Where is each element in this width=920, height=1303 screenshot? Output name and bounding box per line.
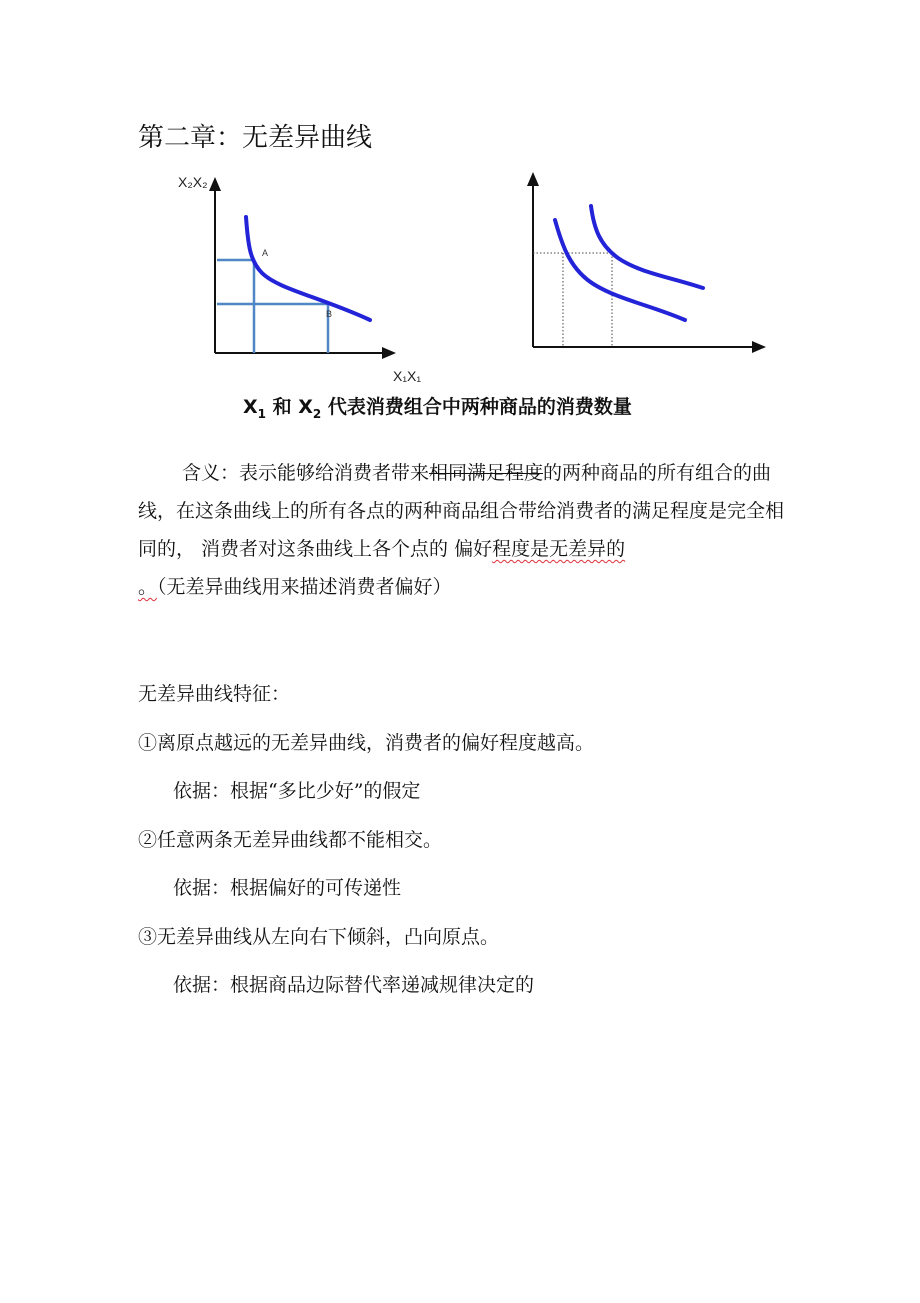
figure-caption: $X_1$ 和 $X_2$ 代表消费组合中两种商品的消费数量 (243, 396, 632, 421)
chapter-title: 第二章：无差异曲线 (138, 123, 373, 153)
features-heading: 无差异曲线特征： (138, 683, 291, 705)
point-a-label: A (262, 248, 269, 258)
feature-item-3: ③无差异曲线从左向右下倾斜，凸向原点。 (138, 926, 500, 948)
feature-basis-1: 依据：根据“多比少好”的假定 (173, 780, 421, 802)
meaning-paragraph: 含义：表示能够给消费者带来相同满足程度的两种商品的所有组合的曲线，在这条曲线上的所有各点的两种商品组合带给消费者的满足程度是完全相同的， 消费者对这条曲线上各个点的 偏好程度是无差异的 。（无差异曲线用来描述消费者偏好） (138, 462, 785, 598)
left-y-axis-arrow (209, 177, 221, 191)
left-y-axis-label: X₂X₂ (178, 174, 208, 190)
wavy-underlined-period: 。 (138, 576, 158, 598)
left-x-axis-arrow (382, 347, 396, 359)
right-chart (527, 172, 766, 353)
right-y-axis-arrow (527, 172, 539, 186)
right-x-axis-arrow (752, 341, 766, 353)
feature-item-1: ①离原点越远的无差异曲线，消费者的偏好程度越高。 (138, 732, 595, 754)
point-b-label: B (326, 309, 333, 319)
wavy-underlined-text: 程度是无差异的 (492, 538, 626, 560)
feature-item-2: ②任意两条无差异曲线都不能相交。 (138, 829, 443, 851)
left-x-axis-label: X₁X₁ (393, 368, 422, 384)
struck-text: 相同满足程度 (429, 462, 544, 484)
left-chart (178, 174, 421, 384)
higher-indifference-curve (591, 206, 703, 288)
lower-indifference-curve (555, 220, 685, 320)
feature-basis-3: 依据：根据商品边际替代率递减规律决定的 (173, 974, 535, 996)
feature-basis-2: 依据：根据偏好的可传递性 (173, 877, 402, 899)
